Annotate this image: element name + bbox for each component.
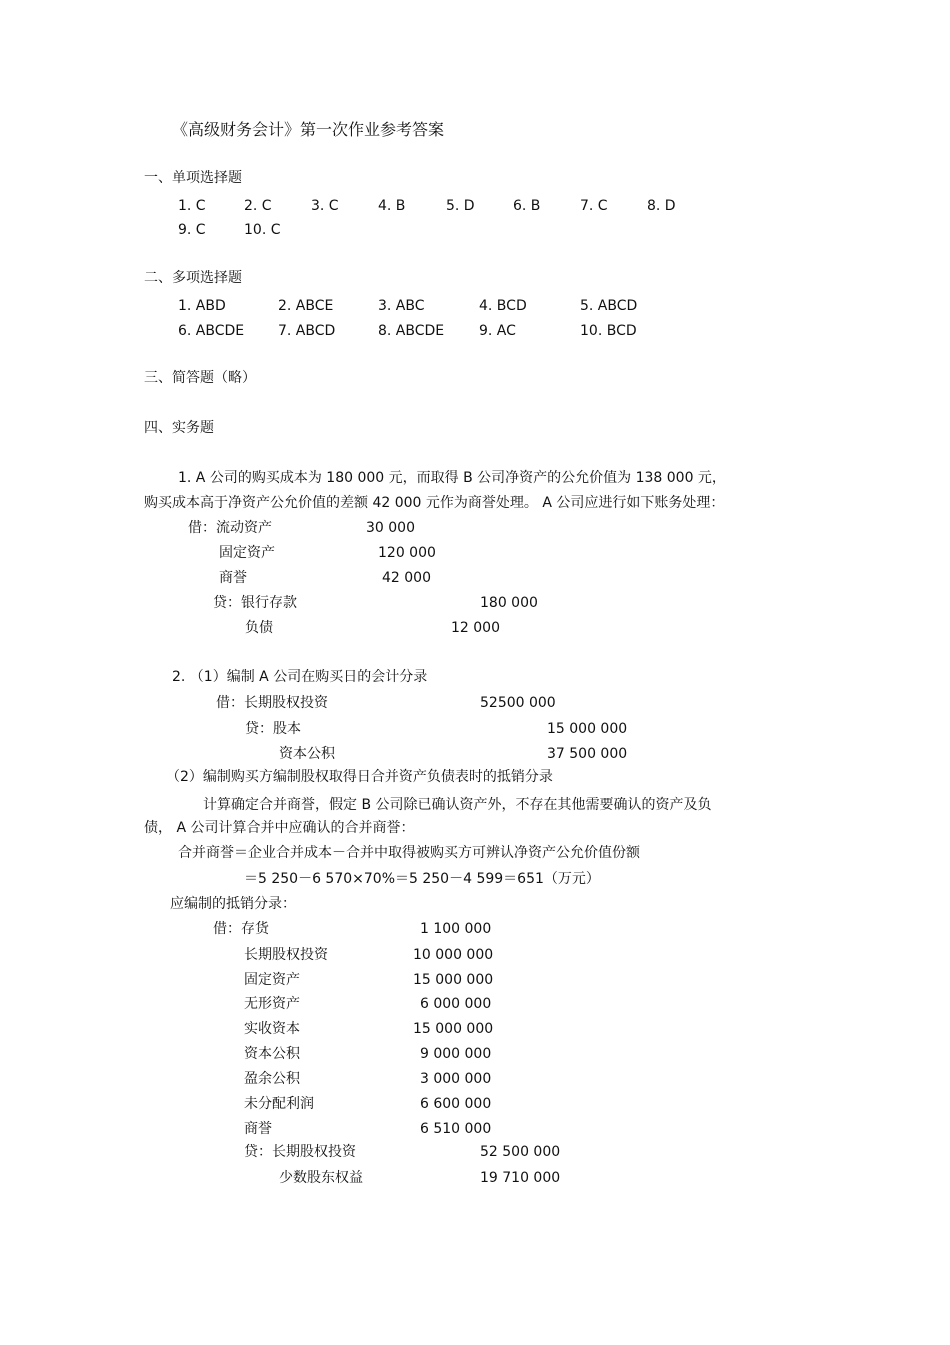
entry-amount: 15 000 000 bbox=[413, 972, 494, 988]
answer-item: 6. B bbox=[513, 198, 541, 214]
entry-amount: 6 600 000 bbox=[420, 1096, 492, 1112]
entry-label: 贷：银行存款 bbox=[213, 595, 297, 611]
formula-line: 合并商誉＝企业合并成本－合并中取得被购买方可辨认净资产公允价值份额 bbox=[178, 845, 640, 861]
answer-item: 2. C bbox=[244, 198, 272, 214]
entry-label: 负债 bbox=[245, 620, 273, 636]
entry-amount: 6 510 000 bbox=[420, 1121, 492, 1137]
answer-item: 10. C bbox=[244, 222, 281, 238]
answer-item: 9. AC bbox=[479, 323, 516, 339]
entry-amount: 15 000 000 bbox=[413, 1021, 494, 1037]
answer-item: 8. D bbox=[647, 198, 676, 214]
entry-label: 借：长期股权投资 bbox=[216, 695, 328, 711]
paragraph-line: 计算确定合并商誉，假定 B 公司除已确认资产外，不存在其他需要确认的资产及负 bbox=[203, 797, 712, 813]
entry-amount: 180 000 bbox=[480, 595, 538, 611]
entry-amount: 19 710 000 bbox=[480, 1170, 561, 1186]
entry-label: 盈余公积 bbox=[244, 1071, 300, 1087]
answer-item: 1. C bbox=[178, 198, 206, 214]
question-heading: （2）编制购买方编制股权取得日合并资产负债表时的抵销分录 bbox=[166, 769, 553, 785]
entry-label: 少数股东权益 bbox=[279, 1170, 363, 1186]
section-heading-single-choice: 一、单项选择题 bbox=[144, 170, 242, 186]
paragraph-line: 1. A 公司的购买成本为 180 000 元，而取得 B 公司净资产的公允价值为 138 000 元， bbox=[178, 470, 726, 486]
entry-amount: 15 000 000 bbox=[547, 721, 628, 737]
formula-line: ＝5 250－6 570×70%＝5 250－4 599＝651（万元） bbox=[244, 871, 600, 887]
entry-label: 未分配利润 bbox=[244, 1096, 314, 1112]
entry-label: 借：存货 bbox=[213, 921, 269, 937]
entry-amount: 120 000 bbox=[378, 545, 436, 561]
entry-label: 实收资本 bbox=[244, 1021, 300, 1037]
entry-amount: 1 100 000 bbox=[420, 921, 492, 937]
entry-amount: 9 000 000 bbox=[420, 1046, 492, 1062]
entry-label: 资本公积 bbox=[279, 746, 335, 762]
entry-label: 贷：长期股权投资 bbox=[244, 1144, 356, 1160]
paragraph-line: 应编制的抵销分录： bbox=[170, 896, 296, 912]
entry-label: 长期股权投资 bbox=[244, 947, 328, 963]
section-heading-short-answer: 三、简答题（略） bbox=[144, 370, 256, 386]
entry-label: 商誉 bbox=[219, 570, 247, 586]
entry-amount: 6 000 000 bbox=[420, 996, 492, 1012]
answer-item: 4. B bbox=[378, 198, 406, 214]
section-heading-multiple-choice: 二、多项选择题 bbox=[144, 270, 242, 286]
answer-item: 7. ABCD bbox=[278, 323, 336, 339]
entry-amount: 42 000 bbox=[382, 570, 431, 586]
answer-item: 10. BCD bbox=[580, 323, 637, 339]
entry-label: 贷：股本 bbox=[245, 721, 301, 737]
entry-amount: 10 000 000 bbox=[413, 947, 494, 963]
answer-item: 3. C bbox=[311, 198, 339, 214]
entry-amount: 52 500 000 bbox=[480, 1144, 561, 1160]
entry-label: 固定资产 bbox=[244, 972, 300, 988]
section-heading-practice: 四、实务题 bbox=[144, 420, 214, 436]
entry-label: 固定资产 bbox=[219, 545, 275, 561]
paragraph-line: 债， A 公司计算合并中应确认的合并商誉： bbox=[144, 820, 415, 836]
entry-label: 无形资产 bbox=[244, 996, 300, 1012]
answer-item: 7. C bbox=[580, 198, 608, 214]
entry-amount: 30 000 bbox=[366, 520, 415, 536]
answer-item: 5. ABCD bbox=[580, 298, 638, 314]
entry-amount: 3 000 000 bbox=[420, 1071, 492, 1087]
answer-item: 4. BCD bbox=[479, 298, 527, 314]
entry-amount: 52500 000 bbox=[480, 695, 556, 711]
answer-item: 3. ABC bbox=[378, 298, 425, 314]
entry-amount: 12 000 bbox=[451, 620, 500, 636]
answer-item: 1. ABD bbox=[178, 298, 226, 314]
entry-label: 借：流动资产 bbox=[188, 520, 272, 536]
entry-label: 商誉 bbox=[244, 1121, 272, 1137]
answer-item: 9. C bbox=[178, 222, 206, 238]
answer-item: 5. D bbox=[446, 198, 475, 214]
entry-label: 资本公积 bbox=[244, 1046, 300, 1062]
answer-item: 8. ABCDE bbox=[378, 323, 445, 339]
answer-item: 2. ABCE bbox=[278, 298, 334, 314]
paragraph-line: 购买成本高于净资产公允价值的差额 42 000 元作为商誉处理。 A 公司应进行如下账务处理： bbox=[144, 495, 725, 511]
page-title: 《高级财务会计》第一次作业参考答案 bbox=[172, 120, 445, 139]
answer-item: 6. ABCDE bbox=[178, 323, 245, 339]
entry-amount: 37 500 000 bbox=[547, 746, 628, 762]
question-heading: 2. （1）编制 A 公司在购买日的会计分录 bbox=[172, 669, 428, 685]
